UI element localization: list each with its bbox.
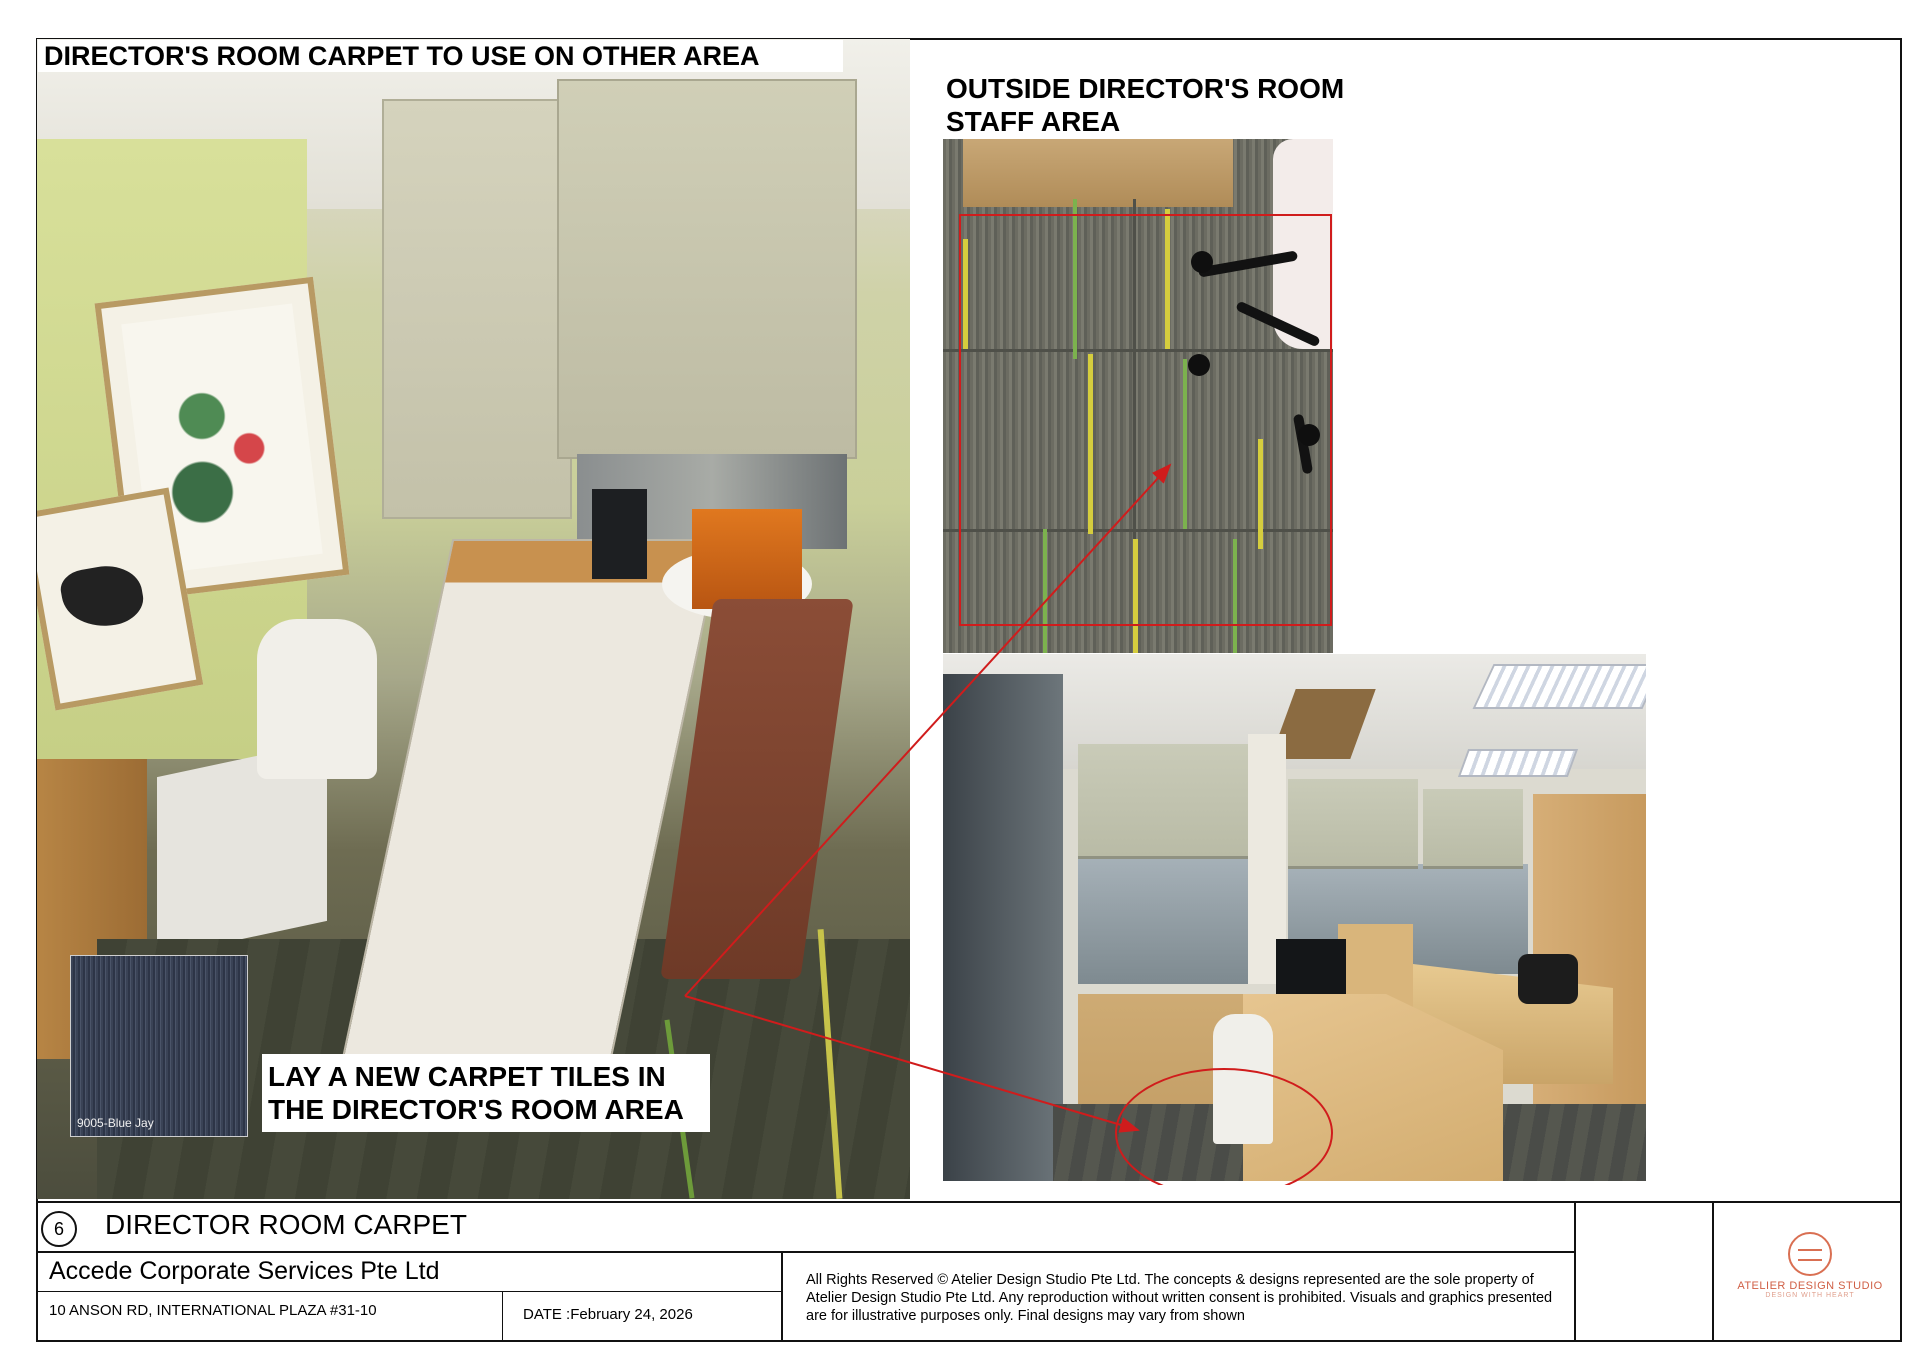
left-panel-title: DIRECTOR'S ROOM CARPET TO USE ON OTHER AREA: [38, 40, 843, 72]
title-block-rule: [36, 1201, 1902, 1203]
roller-blind: [1078, 744, 1248, 859]
sheet-title: DIRECTOR ROOM CARPET: [105, 1209, 467, 1240]
studio-logo: [1715, 1232, 1905, 1314]
orange-box: [692, 509, 802, 609]
title-block-rule: [1712, 1201, 1714, 1342]
right-panel-title: [946, 72, 1344, 138]
title-block-rule: [502, 1291, 503, 1342]
ceiling-light: [1458, 749, 1578, 777]
swatch-label: 9005-Blue Jay: [77, 1116, 154, 1130]
date: DATE :February 24, 2026: [523, 1306, 693, 1323]
callout-label: [262, 1054, 710, 1132]
cabinet: [963, 139, 1233, 207]
title-block-rule: [781, 1251, 783, 1342]
title-block-rule: [36, 1291, 781, 1292]
callout-line-1: LAY A NEW CARPET TILES IN: [268, 1061, 666, 1092]
company-address: 10 ANSON RD, INTERNATIONAL PLAZA #31-10: [49, 1302, 377, 1319]
glass-wall: [943, 674, 1063, 1181]
red-highlight-ellipse: [1115, 1068, 1333, 1198]
office-chair: [1518, 954, 1578, 1004]
right-title-line-2: STAFF AREA: [946, 106, 1121, 137]
logo-tagline: DESIGN WITH HEART: [1765, 1292, 1855, 1299]
office-chair: [257, 619, 377, 779]
sheet-number: 6: [41, 1211, 77, 1247]
callout-line-2: THE DIRECTOR'S ROOM AREA: [268, 1094, 684, 1125]
carpet-swatch: [70, 955, 248, 1137]
window: [1078, 854, 1248, 984]
title-block-rule: [36, 1251, 1574, 1253]
roller-blind: [1288, 779, 1418, 869]
roller-blind: [382, 99, 572, 519]
monitor: [592, 489, 647, 579]
logo-name: ATELIER DESIGN STUDIO: [1737, 1280, 1883, 1292]
monitor: [1276, 939, 1346, 994]
roller-blind: [1423, 789, 1523, 869]
red-highlight-box: [959, 214, 1332, 626]
logo-icon: [1788, 1232, 1832, 1276]
ceiling-light: [1473, 664, 1646, 709]
roller-blind: [557, 79, 857, 459]
company-name: Accede Corporate Services Pte Ltd: [49, 1257, 440, 1285]
right-title-line-1: OUTSIDE DIRECTOR'S ROOM: [946, 73, 1345, 104]
copyright-notice: All Rights Reserved © Atelier Design Studio Pte Ltd. The concepts & designs represented are the sole property of Atelier Design Studio Pte Ltd. Any reproduction without written consent is prohibited. Visuals and graphics presented are for illustrative purposes only. Final designs may vary from shown: [806, 1272, 1553, 1324]
